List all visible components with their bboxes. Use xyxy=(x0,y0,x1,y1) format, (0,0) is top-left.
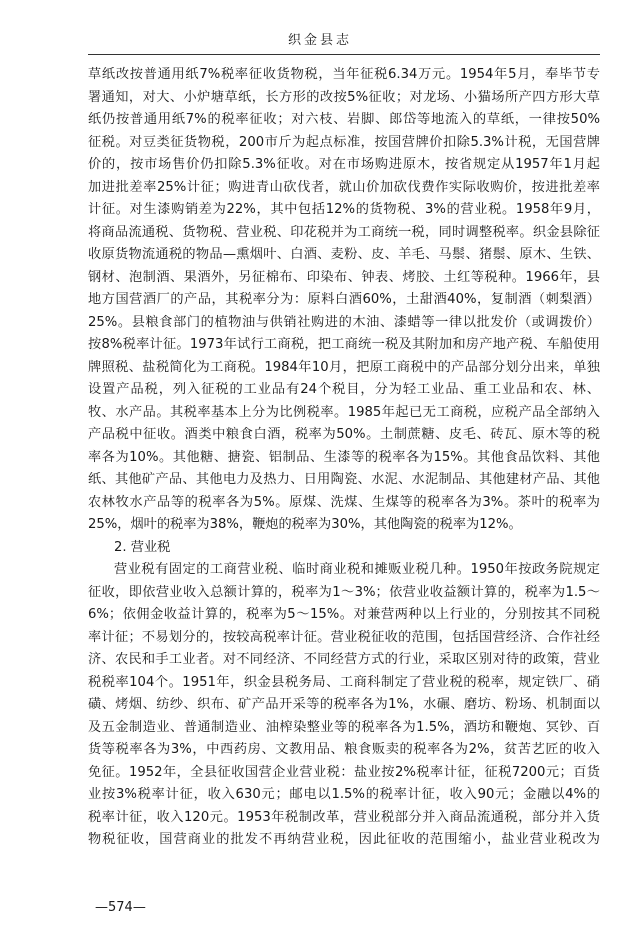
page-body xyxy=(88,64,600,852)
paragraph-line: 营业税有固定的工商营业税、临时商业税和摊贩业税几种。1950年按政务院规定 xyxy=(114,562,600,577)
paragraph-line: 税税率104个。1951年，织金县税务局、工商科制定了营业税的税率，规定铁厂、硝 xyxy=(88,674,600,690)
paragraph-line: 计征。对生漆购销差为22%，其中包括12%的货物税、3%的营业税。1958年9月， xyxy=(88,202,600,217)
paragraph-line: 农林牧水产品等的税率各为5%。原煤、洗煤、生煤等的税率各为3%。茶叶的税率为 xyxy=(88,494,600,510)
paragraph-line: 率各为10%。其他糖、搪瓷、铝制品、生漆等的税率各为15%。其他食品饮料、其他 xyxy=(88,449,600,465)
page-header-title: 织金县志 xyxy=(287,33,352,48)
paragraph-line: 济、农民和手工业者。对不同经济、不同经营方式的行业，采取区别对待的政策，营业 xyxy=(88,652,600,667)
paragraph-line: 税率计征，收入120元。1953年税制改革，营业税部分并入商品流通税，部分并入货 xyxy=(88,809,600,825)
paragraph-line: 25%。县粮食部门的植物油与供销社购进的木油、漆蜡等一律以批发价（或调拨价） xyxy=(88,314,600,330)
paragraph-line: 将商品流通税、货物税、营业税、印花税并为工商统一税，同时调整税率。织金县除征 xyxy=(88,224,600,240)
paragraph-line: 草纸改按普通用纸7%税率征收货物税，当年征税6.34万元。1954年5月，奉毕节专 xyxy=(88,67,600,82)
paragraph-line: 率计征；不易划分的，按较高税率计征。营业税征收的范围，包括国营经济、合作社经 xyxy=(88,629,600,645)
paragraph-line: 地方国营酒厂的产品，其税率分为：原料白酒60%，土甜酒40%，复制酒（刺梨酒） xyxy=(88,292,600,307)
paragraph-line: 免征。1952年，全县征收国营企业营业税：盐业按2%税率计征，征税7200元；百货 xyxy=(88,764,600,780)
paragraph-line: 牧、水产品。其税率基本上分为比例税率。1985年起已无工商税，应税产品全部纳入 xyxy=(88,404,600,420)
paragraph-line: 牌照税、盐税简化为工商税。1984年10月，把原工商税中的产品部分划分出来，单独 xyxy=(88,359,600,375)
paragraph-line: 征收，即依营业收入总额计算的，税率为1～3%；依营业收益额计算的，税率为1.5～ xyxy=(88,584,600,600)
paragraph-line: 25%，烟叶的税率为38%，鞭炮的税率为30%，其他陶瓷的税率为12%。 xyxy=(88,517,522,532)
paragraph-line: 收原货物流通税的物品—熏烟叶、白酒、麦粉、皮、羊毛、马鬃、猪鬃、原木、生铁、 xyxy=(88,247,600,262)
paragraph-line: 磺、烤烟、纺纱、织布、矿产品开采等的税率各为1%，水碾、磨坊、粉场、机制面以 xyxy=(88,697,600,712)
paragraph-line: 价的，按市场售价仍扣除5.3%征收。对在市场购进原木，按省规定从1957年1月起 xyxy=(88,157,600,172)
paragraph-line: 产品税中征收。酒类中粮食白酒，税率为50%。土制蔗糖、皮毛、砖瓦、原木等的税 xyxy=(88,427,600,442)
page-number: —574— xyxy=(95,900,146,915)
paragraph-line: 纸、其他矿产品、其他电力及热力、日用陶瓷、水泥、水泥制品、其他建材产品、其他 xyxy=(88,472,600,487)
header-divider xyxy=(88,54,600,55)
paragraph-line: 署通知，对大、小炉塘草纸，长方形的改按5%征收；对龙场、小猫场所产四方形大草 xyxy=(88,89,600,105)
paragraph-line: 纸仍按普通用纸7%的税率征收；对六枝、岩脚、郎岱等地流入的草纸，一律按50% xyxy=(88,112,600,127)
paragraph-line: 及五金制造业、普通制造业、油榨染整业等的税率各为1.5%，酒坊和鞭炮、冥钞、百 xyxy=(88,719,600,735)
paragraph-line: 钢材、泡制酒、果酒外，另征棉布、印染布、钟表、烤胶、土红等税种。1966年，县 xyxy=(88,269,600,285)
paragraph-line: 设置产品税，列入征税的工业品有24个税目，分为轻工业品、重工业品和农、林、 xyxy=(88,382,600,397)
paragraph-line: 物税征收，国营商业的批发不再纳营业税，因此征收的范围缩小，盐业营业税改为 xyxy=(88,832,600,847)
paragraph-line: 征税。对豆类征货物税，200市斤为起点标准，按国营牌价扣除5.3%计税，无国营牌 xyxy=(88,134,600,150)
paragraph-line: 业按3%税率计征，收入630元；邮电以1.5%的税率计征，收入90元；金融以4%的 xyxy=(88,787,600,802)
paragraph-line: 按8%税率计征。1973年试行工商税，把工商统一税及其附加和房产地产税、车船使用 xyxy=(88,337,600,352)
section-heading: 2. 营业税 xyxy=(114,539,171,555)
paragraph-line: 6%；依佣金收益计算的，税率为5～15%。对兼营两种以上行业的，分别按其不同税 xyxy=(88,607,600,622)
paragraph-line: 货等税率各为3%，中西药房、文教用品、粮食贩卖的税率各为2%，贫苦艺匠的收入 xyxy=(88,742,600,757)
paragraph-line: 加进批差率25%计征；购进青山砍伐者，就山价加砍伐费作实际收购价，按进批差率 xyxy=(88,179,600,195)
